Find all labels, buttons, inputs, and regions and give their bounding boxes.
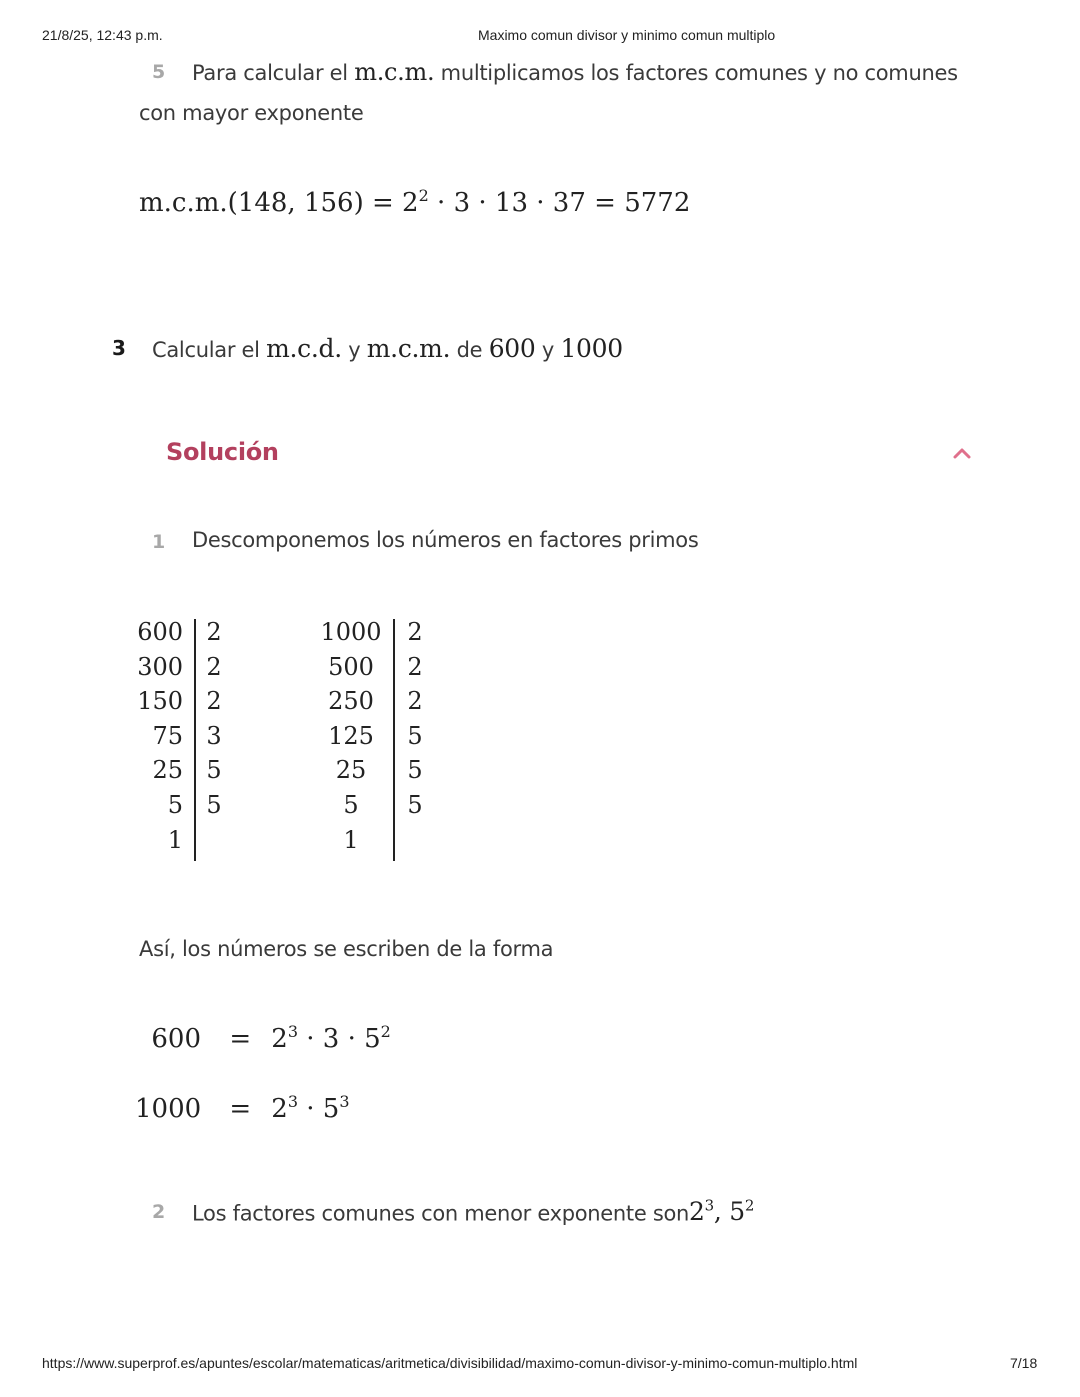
formula-exponent: 2 (418, 186, 429, 205)
factor-table-1000 (318, 615, 438, 861)
table-600-divisors (202, 615, 226, 823)
step2-exp1: 3 (704, 1197, 714, 1215)
eq600-exp1: 3 (287, 1022, 298, 1041)
table-cell: 1 (343, 825, 359, 854)
exercise-text-y: y (348, 338, 361, 362)
table-cell: 1000 (320, 618, 382, 646)
step2-math (689, 1197, 754, 1226)
eq1000-mid: · 5 (298, 1094, 340, 1124)
step2-base: 2 (689, 1197, 705, 1227)
exercise-text-calc: Calcular el (152, 338, 260, 362)
table-cell: 150 (137, 687, 183, 716)
table-cell: 5 (407, 756, 423, 785)
exercise-statement (152, 334, 623, 363)
table-600-dividends (136, 615, 183, 857)
solution-label: Solución (166, 438, 279, 466)
table-cell: 75 (152, 721, 183, 750)
table-cell: 5 (343, 790, 359, 819)
step2-exp2: 2 (744, 1197, 755, 1215)
eq1000-lhs: 1000 (135, 1094, 202, 1124)
eq1000-equals: = (229, 1094, 252, 1124)
exercise-num-a: 600 (488, 334, 536, 363)
exercise-text-y2: y (541, 338, 555, 362)
table-cell: 2 (407, 652, 423, 681)
footer-url[interactable]: https://www.superprof.es/apuntes/escolar/matematicas/aritmetica/divisibilidad/maximo-comun-divisor-y-minimo-comun-multiplo.html (42, 1355, 858, 1371)
table-cell: 2 (206, 652, 222, 681)
table-cell: 5 (167, 790, 183, 819)
eq600-exp2: 2 (380, 1022, 391, 1041)
table-cell: 2 (206, 687, 222, 716)
print-datetime: 21/8/25, 12:43 p.m. (42, 27, 163, 43)
table-cell: 125 (328, 721, 374, 750)
step5-math-mcm: m.c.m. (354, 58, 435, 86)
chevron-up-icon[interactable] (952, 446, 972, 460)
equation-600 (139, 1022, 391, 1054)
step5-line1 (192, 58, 958, 86)
table-cell: 500 (328, 652, 374, 681)
step5-line2: con mayor exponente (139, 101, 364, 125)
table-cell: 25 (335, 756, 367, 785)
table-cell: 600 (137, 618, 183, 646)
page-counter: 7/18 (1010, 1355, 1038, 1371)
exercise-math-mcd: m.c.d. (266, 334, 342, 363)
page-title: Maximo comun divisor y minimo comun multiplo (478, 27, 776, 43)
table-cell: 5 (206, 790, 222, 819)
eq600-mid: · 3 · 5 (298, 1024, 381, 1054)
table-cell: 25 (152, 756, 183, 785)
table-cell: 3 (206, 721, 222, 750)
step-number-5: 5 (152, 61, 166, 83)
formula-lhs: m.c.m.(148, 156) = 2 (139, 188, 419, 218)
forms-intro-text: Así, los números se escriben de la forma (139, 937, 554, 961)
table-600-divider (194, 619, 196, 861)
eq600-lhs: 600 (151, 1024, 201, 1054)
equation-1000 (135, 1092, 350, 1124)
step5-text-after: multiplicamos los factores comunes y no comunes (440, 61, 958, 85)
mcm-148-156-formula (139, 186, 690, 218)
step1-text: Descomponemos los números en factores primos (192, 528, 699, 552)
eq1000-base: 2 (271, 1094, 288, 1124)
step2-text: Los factores comunes con menor exponente son (192, 1201, 690, 1226)
step-number-2: 2 (152, 1201, 166, 1223)
table-cell: 300 (137, 652, 183, 681)
table-cell: 5 (407, 721, 423, 750)
table-cell: 2 (206, 618, 222, 646)
table-cell: 5 (407, 790, 423, 819)
formula-rhs: · 3 · 13 · 37 = 5772 (428, 188, 691, 218)
eq600-base: 2 (271, 1024, 288, 1054)
table-1000-divisors (403, 615, 427, 823)
factor-table-600 (136, 615, 246, 861)
table-1000-dividends (318, 615, 384, 857)
table-cell: 250 (328, 687, 374, 716)
eq1000-exp1: 3 (287, 1092, 298, 1111)
exercise-number: 3 (112, 336, 126, 360)
table-cell: 2 (407, 618, 423, 646)
table-cell: 2 (407, 687, 423, 716)
exercise-math-mcm: m.c.m. (366, 334, 451, 363)
step-number-1: 1 (152, 531, 166, 553)
step5-text-before: Para calcular el (192, 61, 348, 85)
step2-line (192, 1197, 754, 1226)
table-cell: 5 (206, 756, 222, 785)
step2-sep: , 5 (713, 1197, 745, 1227)
table-1000-divider (393, 619, 395, 861)
table-cell: 1 (167, 825, 183, 854)
solution-accordion-header[interactable] (140, 424, 1000, 484)
eq600-equals: = (229, 1024, 252, 1054)
exercise-text-de: de (456, 338, 483, 362)
eq1000-exp2: 3 (339, 1092, 350, 1111)
exercise-num-b: 1000 (560, 334, 623, 363)
